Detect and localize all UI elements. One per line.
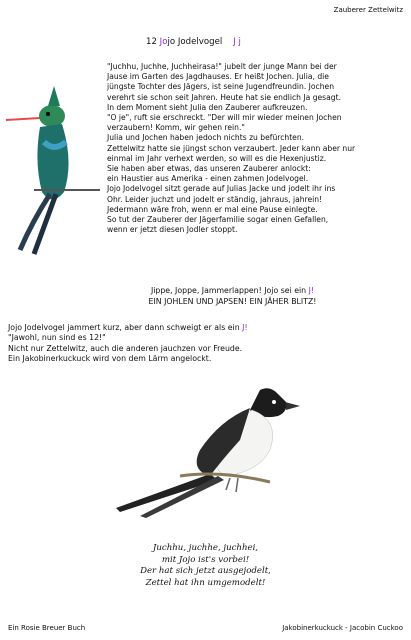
story-line: "Juchhu, Juchhe, Juchheirasa!" jubelt der junge Mann bei der bbox=[107, 62, 337, 71]
story-line: Zettelwitz hatte sie jüngst schon verzaubert. Jeder kann aber nur bbox=[107, 143, 356, 153]
poem-line: Zettel hat ihn umgemodelt! bbox=[145, 577, 266, 588]
story-line: "O je", ruft sie erschreckt. "Der will mir wieder meinen Jochen bbox=[107, 113, 342, 123]
story-line: In dem Moment sieht Julia den Zauberer aufkreuzen. bbox=[107, 102, 308, 112]
aftermath-line: Nicht nur Zettelwitz, auch die anderen jauchzen vor Freude. bbox=[8, 343, 243, 353]
poem bbox=[0, 543, 411, 589]
spell-line-2: EIN JOHLEN UND JAPSEN! EIN JÄHER BLITZ! bbox=[148, 296, 317, 306]
aftermath-line: Jojo Jodelvogel jammert kurz, aber dann schweigt er als ein J! bbox=[8, 323, 248, 332]
story-line: Jause im Garten des Jagdhauses. Er heißt Jochen. Julia, die bbox=[107, 72, 329, 82]
poem-line: Juchhu, juchhe, juchhei, bbox=[152, 543, 259, 553]
chapter-number: 12 bbox=[146, 37, 157, 47]
story-line: jüngste Tochter des Jägers, ist seine Jugendfreundin. Jochen bbox=[107, 82, 335, 92]
aftermath-letter: J! bbox=[242, 323, 248, 332]
aftermath-line: Ein Jakobinerkuckuck wird von dem Lärm angelockt. bbox=[8, 353, 212, 363]
spell-line: Jippe, Joppe, Jammerlappen! Jojo sei ein J! bbox=[150, 286, 315, 295]
series-title: Zauberer Zettelwitz bbox=[333, 6, 403, 14]
story-line: wenn er jetzt diesen Jodler stoppt. bbox=[107, 225, 238, 235]
jacobin-cuckoo-illustration bbox=[110, 380, 310, 520]
story-line: einmal im Jahr verhext werden, so will es die Hexenjustiz. bbox=[107, 153, 327, 163]
chapter-name-colored: Jo bbox=[159, 37, 168, 47]
chapter-letters: J j bbox=[233, 37, 241, 47]
spell-letter: J! bbox=[308, 286, 315, 295]
footer-bird-caption: Jakobinerkuckuck - Jacobin Cuckoo bbox=[282, 624, 403, 632]
aftermath-text bbox=[8, 323, 248, 364]
hummingbird-illustration bbox=[4, 72, 104, 262]
story-line: Ohr. Leider juchzt und jodelt er ständig, jahraus, jahrein! bbox=[107, 194, 323, 204]
spell-text bbox=[120, 286, 345, 307]
story-line: ein Haustier aus Amerika - einen zahmen Jodelvogel. bbox=[107, 174, 309, 184]
story-line: So tut der Zauberer der Jägerfamilie sogar einen Gefallen, bbox=[107, 215, 329, 225]
story-line: Julia und Jochen haben jedoch nichts zu befürchten. bbox=[107, 133, 305, 143]
story-line: verzaubern! Komm, wir gehen rein." bbox=[107, 123, 245, 133]
chapter-name-rest: jo Jodelvogel bbox=[167, 37, 223, 47]
poem-line: Der hat sich jetzt ausgejodelt, bbox=[140, 566, 271, 577]
footer-book-title: Ein Rosie Breuer Buch bbox=[8, 624, 86, 632]
chapter-title bbox=[146, 37, 241, 47]
story-line: Jojo Jodelvogel sitzt gerade auf Julias Jacke und jodelt ihr ins bbox=[107, 184, 336, 194]
story-line: Sie haben aber etwas, das unseren Zauberer anlockt: bbox=[107, 164, 311, 174]
story-text bbox=[107, 62, 407, 235]
poem-line: mit Jojo ist's vorbei! bbox=[161, 554, 250, 565]
aftermath-line: "Jawohl, nun sind es 12!" bbox=[8, 333, 106, 343]
story-line: Jedermann wäre froh, wenn er mal eine Pause einlegte. bbox=[107, 204, 318, 214]
story-line: verehrt sie schon seit Jahren. Heute hat sie endlich Ja gesagt. bbox=[107, 92, 342, 102]
